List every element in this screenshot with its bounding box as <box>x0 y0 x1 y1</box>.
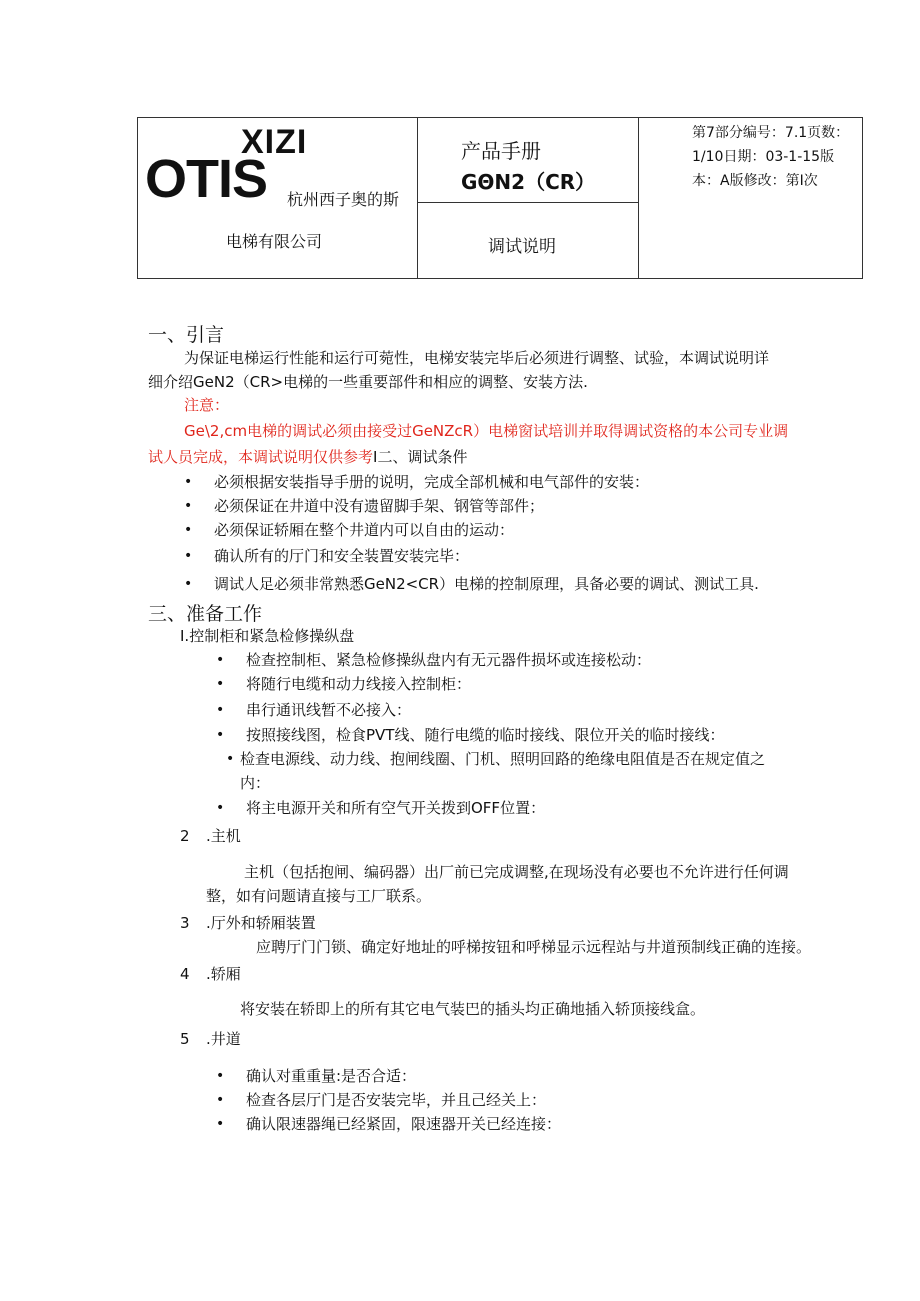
meta-line2: 1/10日期：03-1-15版 <box>692 149 835 165</box>
cabinet-item-2: 将随行电缆和动力线接入控制柜： <box>246 675 472 693</box>
logo-otis: OTIS <box>145 149 268 209</box>
header-table <box>137 117 863 279</box>
bullet-dot: • <box>216 800 225 816</box>
intro-line1: 为保证电梯运行性能和运行可菀性，电梯安装完毕后必须进行调整、试验，本调试说明详 <box>184 349 770 367</box>
sub3-title: .厅外和轿厢装置 <box>206 914 316 932</box>
condition-item-4: 确认所有的厅门和安全装置安装完毕： <box>214 547 470 565</box>
bullet-dot: • <box>184 474 193 490</box>
cabinet-item-4: 按照接线图，检食PVT线、随行电缆的临时接线、限位开关的临时接线： <box>246 726 725 744</box>
bullet-dot: • <box>216 1068 225 1084</box>
bullet-dot: • <box>184 548 193 564</box>
cabinet-item-5-cont: 内： <box>240 774 271 792</box>
bullet-dot: • <box>184 498 193 514</box>
bullet-dot: • <box>226 751 235 767</box>
manual-title: 产品手册 <box>461 139 541 163</box>
sub1-title: I.控制柜和紧急检修操纵盘 <box>180 627 355 645</box>
logo-xizi: XIZI <box>241 123 308 161</box>
bullet-dot: • <box>216 1092 225 1108</box>
condition-item-5: 调试人足必须非常熟悉GeN2<CR）电梯的控制原理，具备必要的调试、测试工具. <box>214 575 759 593</box>
motor-line2: 整，如有问题请直接与工厂联系。 <box>206 887 432 905</box>
sub5-num: 5 <box>180 1030 190 1048</box>
company-name-line1: 杭州西子奥的斯 <box>287 190 400 209</box>
sub2-title: .主机 <box>206 827 241 845</box>
sub4-num: 4 <box>180 965 190 983</box>
shaft-item-2: 检查各层厅门是否安装完毕，并且己经关上： <box>246 1091 547 1109</box>
cabinet-item-6: 将主电源开关和所有空气开关拨到OFF位置： <box>246 799 546 817</box>
company-name-line2: 电梯有限公司 <box>226 232 323 251</box>
sub5-title: .井道 <box>206 1030 241 1048</box>
car-line1: 将安装在轿即上的所有其它电气装巴的插头均正确地插入轿顶接线盒。 <box>240 1000 706 1018</box>
motor-line1: 主机（包括抱闸、编码器）出厂前已完成调整,在现场没有必要也不允许进行任何调 <box>244 863 789 881</box>
section2-title: I二、调试条件 <box>373 448 468 466</box>
divider-right <box>638 118 639 278</box>
bullet-dot: • <box>216 727 225 743</box>
sub3-num: 3 <box>180 914 190 932</box>
bullet-dot: • <box>216 1116 225 1132</box>
cabinet-item-1: 检查控制柜、紧急检修操纵盘内有无元器件损坏或连接松动： <box>246 651 652 669</box>
bullet-dot: • <box>216 676 225 692</box>
bullet-dot: • <box>216 702 225 718</box>
cabinet-item-5: 检查电源线、动力线、抱闸线圈、门机、照明回路的绝缘电阻值是否在规定值之 <box>240 750 766 768</box>
note-line1: Ge\2,cm电梯的调试必须由接受过GeNZcR）电梯窗试培训并取得调试资格的本公司专业调 <box>184 422 789 440</box>
bullet-dot: • <box>184 576 193 592</box>
shaft-item-3: 确认限速器绳已经紧固，限速器开关已经连接： <box>246 1115 562 1133</box>
sub4-title: .轿厢 <box>206 965 241 983</box>
condition-item-2: 必须保证在井道中没有遗留脚手架、钢管等部件； <box>214 497 545 515</box>
shaft-item-1: 确认对重重量:是否合适： <box>246 1067 417 1085</box>
section1-title: 一、引言 <box>148 324 225 346</box>
note-label: 注意： <box>184 396 230 414</box>
condition-item-3: 必须保证轿厢在整个井道内可以自由的运动： <box>214 521 515 539</box>
note-line2-red: 试人员完成，本调试说明仅供参考 <box>148 448 374 466</box>
sub2-num: 2 <box>180 827 190 845</box>
divider-left <box>417 118 418 278</box>
bullet-dot: • <box>216 652 225 668</box>
intro-line2: 细介绍GeN2（CR>电梯的一些重要部件和相应的调整、安装方法. <box>148 373 588 391</box>
section3-title: 三、准备工作 <box>148 603 263 625</box>
meta-line1: 第7部分编号：7.1页数： <box>692 125 850 141</box>
divider-mid <box>417 202 638 203</box>
meta-line3: 本：A版修改：第Ⅰ次 <box>692 173 818 189</box>
doc-title: 调试说明 <box>488 237 556 257</box>
note-line2 <box>148 447 467 467</box>
bullet-dot: • <box>184 522 193 538</box>
model-name: GΘN2（CR） <box>461 170 596 194</box>
landing-line1: 应聘厅门门锁、确定好地址的呼梯按钮和呼梯显示远程站与井道预制线正确的连接。 <box>256 938 812 956</box>
condition-item-1: 必须根据安装指导手册的说明，完成全部机械和电气部件的安装： <box>214 473 650 491</box>
cabinet-item-3: 串行通讯线暂不必接入： <box>246 701 412 719</box>
